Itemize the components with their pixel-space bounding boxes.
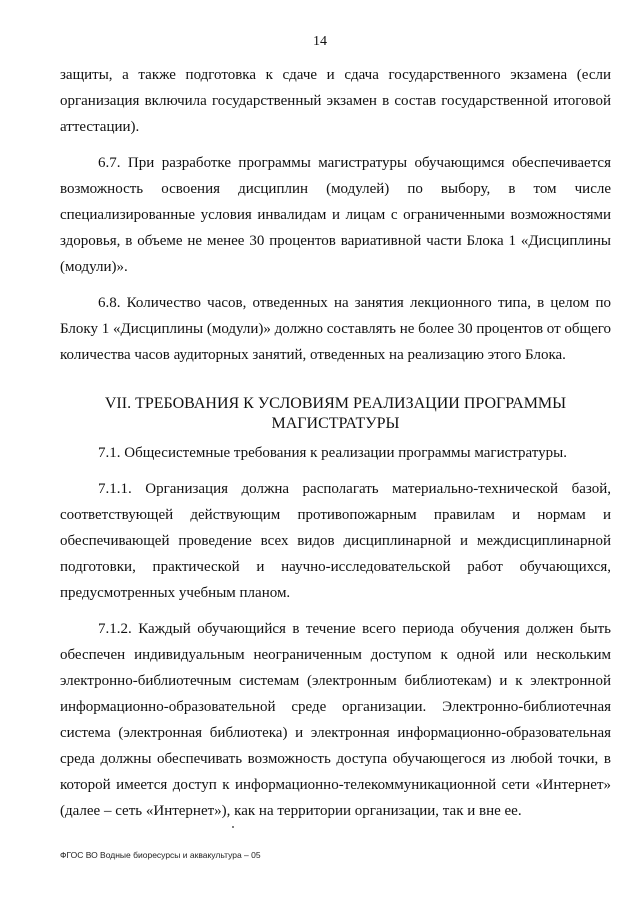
lower-text-block bbox=[60, 440, 611, 824]
paragraph-6-7: 6.7. При разработке программы магистратуры обучающимся обеспечивается возможность освоения дисциплин (модулей) по выбору, в том числе специализированные условия инвалидам и лицам с ограниченными возможностями здоровья, в объеме не менее 30 процентов вариативной части Блока 1 «Дисциплины (модули)». bbox=[60, 155, 611, 275]
upper-text-block bbox=[60, 62, 611, 368]
scan-speck bbox=[232, 826, 234, 828]
paragraph-7-1-1: 7.1.1. Организация должна располагать материально-технической базой, соответствующей действующим противопожарным правилам и нормам и обеспечивающей проведение всех видов дисциплинарной и междисциплинарной подготовки, практической и научно-исследовательской работ обучающихся, предусмотренных учебным планом. bbox=[60, 481, 611, 601]
paragraph-6-8: 6.8. Количество часов, отведенных на занятия лекционного типа, в целом по Блоку 1 «Дисциплины (модули)» должно составлять не более 30 процентов от общего количества часов аудиторных занятий, отведенных на реализацию этого Блока. bbox=[60, 295, 612, 363]
paragraph-continuation: защиты, а также подготовка к сдаче и сдача государственного экзамена (если организация включила государственный экзамен в состав государственной итоговой аттестации). bbox=[60, 67, 611, 135]
section-heading-line-1: VII. ТРЕБОВАНИЯ К УСЛОВИЯМ РЕАЛИЗАЦИИ ПРОГРАММЫ bbox=[104, 395, 567, 412]
page-number: 14 bbox=[313, 34, 327, 49]
footer-text: ФГОС ВО Водные биоресурсы и аквакультура – 05 bbox=[60, 850, 261, 860]
section-heading-line-2: МАГИСТРАТУРЫ bbox=[271, 415, 400, 432]
paragraph-7-1-2: 7.1.2. Каждый обучающийся в течение всего периода обучения должен быть обеспечен индивидуальным неограниченным доступом к одной или нескольким электронно-библиотечным системам (электронным библиотекам) и к электронной информационно-образовательной среде организации. Электронно-библиотечная система (электронная библиотека) и электронная информационно-образовательная среда должны обеспечивать возможность доступа обучающегося из любой точки, в которой имеется доступ к информационно-телекоммуникационной сети «Интернет» (далее – сеть «Интернет»), как на территории организации, так и вне ее. bbox=[60, 621, 611, 819]
section-heading bbox=[60, 394, 611, 434]
paragraph-7-1: 7.1. Общесистемные требования к реализации программы магистратуры. bbox=[98, 445, 567, 461]
